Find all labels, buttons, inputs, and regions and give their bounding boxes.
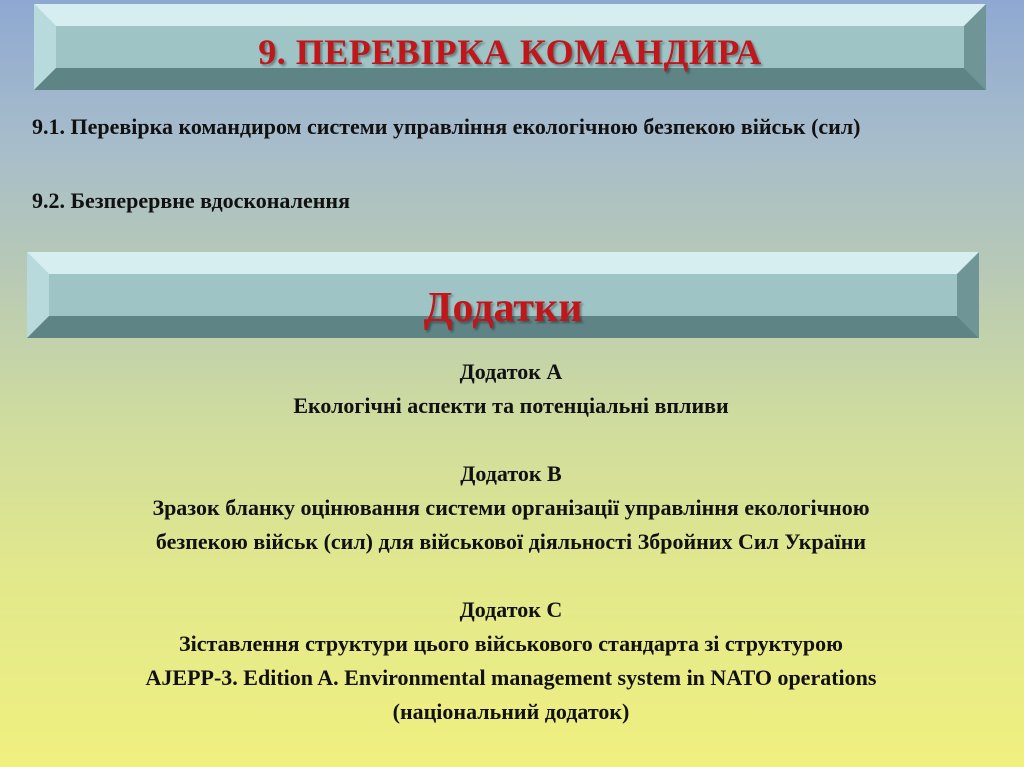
appendix-c-title-line-3: (національний додаток) — [392, 699, 630, 724]
title-banner — [34, 4, 986, 90]
appendix-a-title: Екологічні аспекти та потенціальні впливи — [293, 393, 729, 418]
appendix-a-label: Додаток А — [459, 359, 563, 384]
appendices-list — [16, 355, 1006, 729]
appendix-c-title-line-1: Зіставлення структури цього військового стандарта зі структурою — [179, 631, 843, 656]
appendix-b-title-line-1: Зразок бланку оцінювання системи організації управління екологічною — [152, 495, 870, 520]
appendix-b-title-line-2: безпекою військ (сил) для військової діяльності Збройних Сил України — [155, 529, 867, 554]
appendix-c — [16, 593, 1006, 729]
appendices-title: Додатки — [423, 285, 583, 331]
appendices-banner — [27, 252, 979, 338]
appendix-b — [16, 457, 1006, 559]
section-9-1: 9.1. Перевірка командиром системи управління екологічною безпекою військ (сил) — [32, 114, 861, 139]
appendix-c-title-line-2: AJEPP-3. Edition A. Environmental management system in NATO operations — [145, 665, 877, 690]
section-9-2: 9.2. Безперервне вдосконалення — [32, 188, 350, 213]
appendix-a — [16, 355, 1006, 423]
appendix-b-label: Додаток B — [460, 461, 562, 486]
page-title: 9. ПЕРЕВІРКА КОМАНДИРА — [258, 32, 762, 72]
appendix-c-label: Додаток С — [459, 597, 563, 622]
